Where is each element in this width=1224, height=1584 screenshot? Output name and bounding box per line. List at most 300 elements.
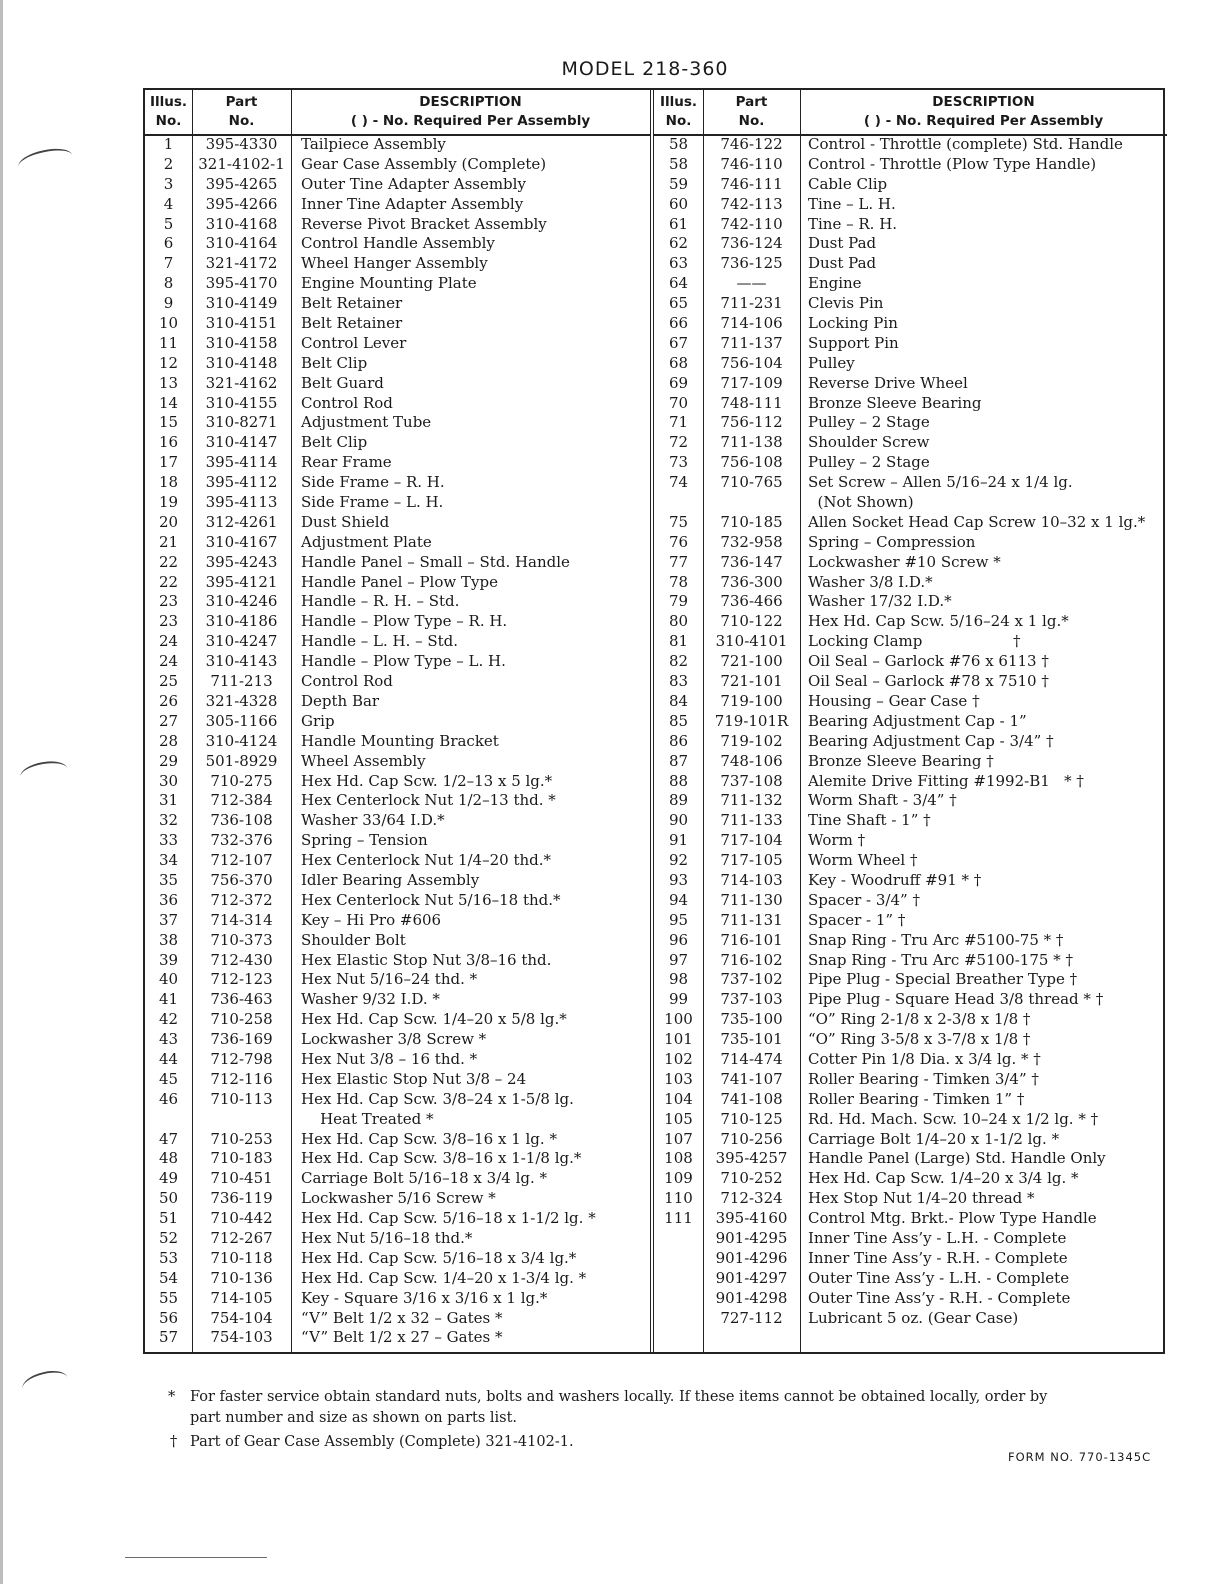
part-number: 310-4148 (205, 353, 278, 372)
table-row (145, 513, 650, 533)
table-row (145, 354, 650, 374)
table-row (654, 334, 1167, 354)
table-row (654, 990, 1167, 1010)
part-description: Adjustment Plate (301, 532, 432, 551)
part-number: 717-109 (720, 373, 783, 392)
table-row (654, 772, 1167, 792)
table-row (145, 473, 650, 493)
illus-number: 76 (668, 532, 689, 551)
illus-number: 44 (158, 1049, 179, 1068)
part-description: Hex Hd. Cap Scw. 5/16–24 x 1 lg.* (808, 612, 1069, 631)
part-description: Dust Pad (808, 234, 877, 253)
table-row (145, 413, 650, 433)
illus-header: Illus. (659, 94, 698, 110)
part-description: Outer Tine Adapter Assembly (301, 174, 526, 193)
table-row (654, 692, 1167, 712)
illus-number: 77 (668, 552, 689, 571)
table-row (145, 1289, 650, 1309)
part-number: 712-384 (210, 791, 273, 810)
illus-number: 104 (664, 1089, 693, 1108)
part-number: 712-372 (210, 890, 273, 909)
illus-number: 59 (668, 174, 689, 193)
part-description: Pipe Plug - Special Breather Type † (808, 970, 1078, 989)
part-number: 736-108 (210, 811, 273, 830)
part-number: 716-102 (720, 950, 783, 969)
table-row (654, 155, 1167, 175)
part-number: 737-108 (720, 771, 783, 790)
illus-header-sub: No. (155, 113, 182, 129)
part-number: 321-4102-1 (198, 154, 285, 173)
illus-number: 53 (158, 1248, 179, 1267)
illus-number: 98 (668, 970, 689, 989)
table-row (654, 931, 1167, 951)
part-description: Handle – R. H. – Std. (301, 592, 460, 611)
table-row (145, 1070, 650, 1090)
table-row (145, 1328, 650, 1348)
table-row (654, 1209, 1167, 1229)
part-description: Hex Stop Nut 1/4–20 thread * (808, 1189, 1035, 1208)
illus-number: 7 (163, 254, 174, 273)
illus-number: 73 (668, 453, 689, 472)
part-description: “O” Ring 2-1/8 x 2-3/8 x 1/8 † (808, 1010, 1031, 1029)
description-header-sub: ( ) - No. Required Per Assembly (350, 113, 591, 129)
table-row (145, 811, 650, 831)
table-row (654, 712, 1167, 732)
part-description: Pulley (808, 353, 855, 372)
description-header-sub: ( ) - No. Required Per Assembly (863, 113, 1104, 129)
table-row (145, 1110, 650, 1130)
part-description: Roller Bearing - Timken 1” † (808, 1089, 1025, 1108)
table-row (145, 831, 650, 851)
table-row (145, 1169, 650, 1189)
part-number: 711-132 (720, 791, 783, 810)
part-number: 712-267 (210, 1228, 273, 1247)
part-description: Control Handle Assembly (301, 234, 495, 253)
footnote-dagger-symbol: † (170, 1434, 178, 1450)
table-row (654, 513, 1167, 533)
part-number: 321-4162 (205, 373, 278, 392)
part-description: Snap Ring - Tru Arc #5100-75 * † (808, 930, 1064, 949)
part-description: Bearing Adjustment Cap - 1” (808, 711, 1027, 730)
illus-number: 58 (668, 135, 689, 153)
illus-number: 67 (668, 333, 689, 352)
part-number: 721-101 (720, 672, 783, 691)
illus-number: 92 (668, 851, 689, 870)
table-row (654, 732, 1167, 752)
rows-right (654, 135, 1167, 1328)
part-description: Spring – Tension (301, 831, 428, 850)
illus-number: 95 (668, 910, 689, 929)
part-number: 712-324 (720, 1189, 783, 1208)
part-number: 714-314 (210, 910, 273, 929)
part-description: Handle Panel (Large) Std. Handle Only (808, 1149, 1106, 1168)
illus-number: 3 (163, 174, 174, 193)
part-description: Control - Throttle (Plow Type Handle) (808, 154, 1097, 173)
part-description: Handle – Plow Type – R. H. (301, 612, 508, 631)
table-row (145, 871, 650, 891)
illus-number: 41 (158, 990, 179, 1009)
illus-number: 56 (158, 1308, 179, 1327)
part-description: Hex Centerlock Nut 5/16–18 thd.* (301, 890, 561, 909)
part-description: Reverse Pivot Bracket Assembly (301, 214, 547, 233)
table-row (145, 1249, 650, 1269)
table-row (654, 195, 1167, 215)
illus-number: 81 (668, 632, 689, 651)
table-row (654, 1189, 1167, 1209)
part-header-sub: No. (738, 113, 765, 129)
description-header: DESCRIPTION (932, 94, 1035, 110)
illus-number: 66 (668, 314, 689, 333)
part-number: 717-105 (720, 851, 783, 870)
part-number: 711-213 (210, 672, 273, 691)
footnote-dagger-text: Part of Gear Case Assembly (Complete) 321-4102-1. (190, 1434, 574, 1450)
part-description: Pulley – 2 Stage (808, 413, 930, 432)
illus-number: 90 (668, 811, 689, 830)
part-number: 395-4113 (205, 493, 278, 512)
part-description: Tine – L. H. (808, 194, 896, 213)
illus-header-sub: No. (665, 113, 692, 129)
table-row (145, 1229, 650, 1249)
part-number: 710-765 (720, 473, 783, 492)
part-number: 712-107 (210, 851, 273, 870)
table-row (145, 990, 650, 1010)
part-description: Inner Tine Adapter Assembly (301, 194, 524, 213)
part-number: 710-253 (210, 1129, 273, 1148)
part-number: 395-4330 (205, 135, 278, 153)
part-description: Hex Elastic Stop Nut 3/8 – 24 (301, 1069, 527, 1088)
table-row (654, 215, 1167, 235)
part-description: Wheel Assembly (301, 751, 426, 770)
part-description: Wheel Hanger Assembly (301, 254, 488, 273)
part-description: Worm Shaft - 3/4” † (808, 791, 957, 810)
table-row (654, 891, 1167, 911)
illus-number: 49 (158, 1169, 179, 1188)
part-description: Washer 33/64 I.D.* (301, 811, 445, 830)
part-number: 719-101R (714, 711, 789, 730)
part-description: Spacer - 1” † (808, 910, 906, 929)
part-number: 732-376 (210, 831, 273, 850)
part-description: Hex Centerlock Nut 1/4–20 thd.* (301, 851, 551, 870)
table-row (145, 970, 650, 990)
part-description: Hex Elastic Stop Nut 3/8–16 thd. (301, 950, 552, 969)
table-row (654, 1070, 1167, 1090)
part-number: 395-4112 (205, 473, 278, 492)
part-number: 310-4164 (205, 234, 278, 253)
part-number: 310-4158 (205, 333, 278, 352)
description-header: DESCRIPTION (419, 94, 522, 110)
part-description: Control Rod (301, 393, 393, 412)
part-number: 395-4266 (205, 194, 278, 213)
part-number: 711-133 (720, 811, 783, 830)
part-number: 710-125 (720, 1109, 783, 1128)
table-row (145, 234, 650, 254)
part-description: Shoulder Screw (808, 433, 930, 452)
part-number: 732-958 (720, 532, 783, 551)
part-description: Tailpiece Assembly (301, 135, 446, 153)
illus-number: 27 (158, 711, 179, 730)
table-row (654, 1149, 1167, 1169)
illus-number: 70 (668, 393, 689, 412)
illus-number: 26 (158, 691, 179, 710)
part-description: Hex Hd. Cap Scw. 1/4–20 x 5/8 lg.* (301, 1010, 567, 1029)
part-number: 748-111 (720, 393, 783, 412)
table-row (145, 493, 650, 513)
part-description: Side Frame – R. H. (301, 473, 445, 492)
part-number: 754-104 (210, 1308, 273, 1327)
part-number: 901-4298 (715, 1288, 788, 1307)
table-row (654, 1010, 1167, 1030)
illus-number: 102 (664, 1049, 693, 1068)
part-description: Hex Hd. Cap Scw. 1/4–20 x 1-3/4 lg. * (301, 1268, 587, 1287)
part-number: 746-110 (720, 154, 783, 173)
table-row (145, 533, 650, 553)
part-number: 741-107 (720, 1069, 783, 1088)
part-number: 748-106 (720, 751, 783, 770)
part-description: Lubricant 5 oz. (Gear Case) (808, 1308, 1019, 1327)
part-description: Adjustment Tube (301, 413, 432, 432)
part-description: Handle Mounting Bracket (301, 731, 499, 750)
illus-number: 86 (668, 731, 689, 750)
table-row (654, 394, 1167, 414)
part-description: Oil Seal – Garlock #76 x 6113 † (808, 652, 1049, 671)
table-row (654, 274, 1167, 294)
table-row (145, 215, 650, 235)
part-description: Bronze Sleeve Bearing (808, 393, 982, 412)
part-description: Key - Square 3/16 x 3/16 x 1 lg.* (301, 1288, 548, 1307)
part-number: 746-122 (720, 135, 783, 153)
form-number: FORM NO. 770-1345C (1008, 1450, 1152, 1464)
table-row (654, 294, 1167, 314)
part-number: 714-106 (720, 314, 783, 333)
illus-number: 91 (668, 831, 689, 850)
part-number: 310-4149 (205, 294, 278, 313)
table-row (145, 195, 650, 215)
part-description: Oil Seal – Garlock #78 x 7510 † (808, 672, 1049, 691)
table-row (145, 175, 650, 195)
illus-number: 24 (158, 652, 179, 671)
part-number: 710-185 (720, 512, 783, 531)
table-row (654, 354, 1167, 374)
part-number: 714-474 (720, 1049, 783, 1068)
part-description: Alemite Drive Fitting #1992-B1 * † (808, 771, 1084, 790)
part-description: Worm † (808, 831, 866, 850)
part-description: Rear Frame (301, 453, 392, 472)
table-row (145, 135, 650, 155)
illus-number: 35 (158, 870, 179, 889)
table-row (145, 891, 650, 911)
part-description: Hex Hd. Cap Scw. 3/8–24 x 1-5/8 lg. (301, 1089, 574, 1108)
part-number: 395-4170 (205, 274, 278, 293)
part-description: Cable Clip (808, 174, 888, 193)
part-number: 736-119 (210, 1189, 273, 1208)
part-description: Pulley – 2 Stage (808, 453, 930, 472)
illus-number: 10 (158, 314, 179, 333)
illus-number: 47 (158, 1129, 179, 1148)
part-number: 305-1166 (205, 711, 278, 730)
part-description: Hex Hd. Cap Scw. 1/4–20 x 3/4 lg. * (808, 1169, 1079, 1188)
part-number: 395-4121 (205, 572, 278, 591)
illus-number: 11 (158, 333, 179, 352)
part-description: Carriage Bolt 5/16–18 x 3/4 lg. * (301, 1169, 548, 1188)
part-description: Hex Hd. Cap Scw. 5/16–18 x 1-1/2 lg. * (301, 1209, 596, 1228)
illus-number: 46 (158, 1089, 179, 1108)
part-description: Housing – Gear Case † (808, 691, 980, 710)
part-description: Gear Case Assembly (Complete) (301, 154, 547, 173)
table-row (145, 1149, 650, 1169)
illus-number: 16 (158, 433, 179, 452)
part-number: 321-4172 (205, 254, 278, 273)
part-description: Belt Retainer (301, 314, 403, 333)
part-description: Dust Shield (301, 512, 390, 531)
part-description: “O” Ring 3-5/8 x 3-7/8 x 1/8 † (808, 1030, 1031, 1049)
part-description: Lockwasher #10 Screw * (808, 552, 1001, 571)
table-row (145, 791, 650, 811)
part-description: Worm Wheel † (808, 851, 918, 870)
part-description: Washer 17/32 I.D.* (808, 592, 952, 611)
illus-number: 51 (158, 1209, 179, 1228)
part-number: 710-122 (720, 612, 783, 631)
part-description: Shoulder Bolt (301, 930, 406, 949)
rows-left (145, 135, 650, 1348)
table-row (145, 951, 650, 971)
table-row (654, 592, 1167, 612)
part-description: Handle Panel – Plow Type (301, 572, 498, 591)
part-number: 736-300 (720, 572, 783, 591)
table-row (145, 612, 650, 632)
part-number: 710-252 (720, 1169, 783, 1188)
table-row (145, 155, 650, 175)
table-row (145, 1309, 650, 1329)
part-number: 714-103 (720, 870, 783, 889)
part-number: 310-4143 (205, 652, 278, 671)
part-number: 310-4168 (205, 214, 278, 233)
part-description: “V” Belt 1/2 x 32 – Gates * (301, 1308, 503, 1327)
part-description: Lockwasher 5/16 Screw * (301, 1189, 496, 1208)
illus-number: 34 (158, 851, 179, 870)
part-number: 312-4261 (205, 512, 278, 531)
part-number: 711-231 (720, 294, 783, 313)
part-description: Roller Bearing - Timken 3/4” † (808, 1069, 1039, 1088)
part-description: Key – Hi Pro #606 (301, 910, 442, 929)
table-row (654, 473, 1167, 493)
illus-number: 33 (158, 831, 179, 850)
table-row (145, 374, 650, 394)
part-number: 711-130 (720, 890, 783, 909)
margin-mark (16, 145, 74, 178)
illus-number: 28 (158, 731, 179, 750)
table-row (145, 553, 650, 573)
part-description: Tine – R. H. (808, 214, 898, 233)
parts-column-right (650, 90, 1167, 1352)
table-row (654, 175, 1167, 195)
table-row (145, 1090, 650, 1110)
part-description: Outer Tine Ass’y - L.H. - Complete (808, 1268, 1070, 1287)
column-header (145, 90, 650, 136)
table-row (654, 1110, 1167, 1130)
part-number: 717-104 (720, 831, 783, 850)
part-description: Handle Panel – Small – Std. Handle (301, 552, 570, 571)
part-description: (Not Shown) (808, 493, 914, 512)
illus-number: 9 (163, 294, 174, 313)
table-row (654, 1249, 1167, 1269)
part-description: Control Lever (301, 333, 407, 352)
illus-number: 8 (163, 274, 174, 293)
part-number: —— (736, 274, 767, 293)
table-row (654, 413, 1167, 433)
part-description: Spring – Compression (808, 532, 976, 551)
part-number: 310-4186 (205, 612, 278, 631)
part-description: Hex Centerlock Nut 1/2–13 thd. * (301, 791, 556, 810)
part-description: Engine (808, 274, 862, 293)
illus-number: 24 (158, 632, 179, 651)
part-number: 710-256 (720, 1129, 783, 1148)
part-number: 395-4265 (205, 174, 278, 193)
bottom-rule (125, 1557, 267, 1558)
footnote-asterisk-line1: For faster service obtain standard nuts, bolts and washers locally. If these items cannot be obtained locally, order by (190, 1389, 1048, 1405)
table-row (145, 752, 650, 772)
part-number: 712-798 (210, 1049, 273, 1068)
illus-number: 42 (158, 1010, 179, 1029)
part-description: Grip (301, 711, 335, 730)
part-number: 721-100 (720, 652, 783, 671)
part-description: Rd. Hd. Mach. Scw. 10–24 x 1/2 lg. * † (808, 1109, 1099, 1128)
scan-edge (0, 0, 3, 1584)
table-row (654, 1269, 1167, 1289)
illus-number: 22 (158, 572, 179, 591)
illus-number: 96 (668, 930, 689, 949)
table-row (145, 772, 650, 792)
part-number: 714-105 (210, 1288, 273, 1307)
table-row (654, 374, 1167, 394)
part-number: 395-4243 (205, 552, 278, 571)
part-number: 711-131 (720, 910, 783, 929)
part-description: Belt Retainer (301, 294, 403, 313)
part-description: Idler Bearing Assembly (301, 870, 480, 889)
illus-number: 37 (158, 910, 179, 929)
parts-table (143, 88, 1165, 1354)
illus-number: 79 (668, 592, 689, 611)
part-number: 310-4151 (205, 314, 278, 333)
part-number: 719-102 (720, 731, 783, 750)
illus-number: 68 (668, 353, 689, 372)
illus-number: 78 (668, 572, 689, 591)
illus-number: 58 (668, 154, 689, 173)
part-description: Belt Guard (301, 373, 384, 392)
part-number: 710-136 (210, 1268, 273, 1287)
illus-number: 22 (158, 552, 179, 571)
part-number: 710-442 (210, 1209, 273, 1228)
parts-column-left (145, 90, 650, 1352)
illus-number: 5 (163, 214, 174, 233)
table-row (654, 573, 1167, 593)
illus-header: Illus. (149, 94, 188, 110)
illus-number: 82 (668, 652, 689, 671)
part-description: Inner Tine Ass’y - R.H. - Complete (808, 1248, 1068, 1267)
illus-number: 15 (158, 413, 179, 432)
illus-number: 2 (163, 154, 174, 173)
part-description: Control Rod (301, 672, 393, 691)
part-number: 736-466 (720, 592, 783, 611)
illus-number: 103 (664, 1069, 693, 1088)
illus-number: 31 (158, 791, 179, 810)
table-row (145, 453, 650, 473)
part-description: Washer 3/8 I.D.* (808, 572, 933, 591)
table-row (654, 970, 1167, 990)
part-number: 395-4257 (715, 1149, 788, 1168)
part-description: Depth Bar (301, 691, 380, 710)
table-row (654, 632, 1167, 652)
illus-number: 111 (664, 1209, 693, 1228)
